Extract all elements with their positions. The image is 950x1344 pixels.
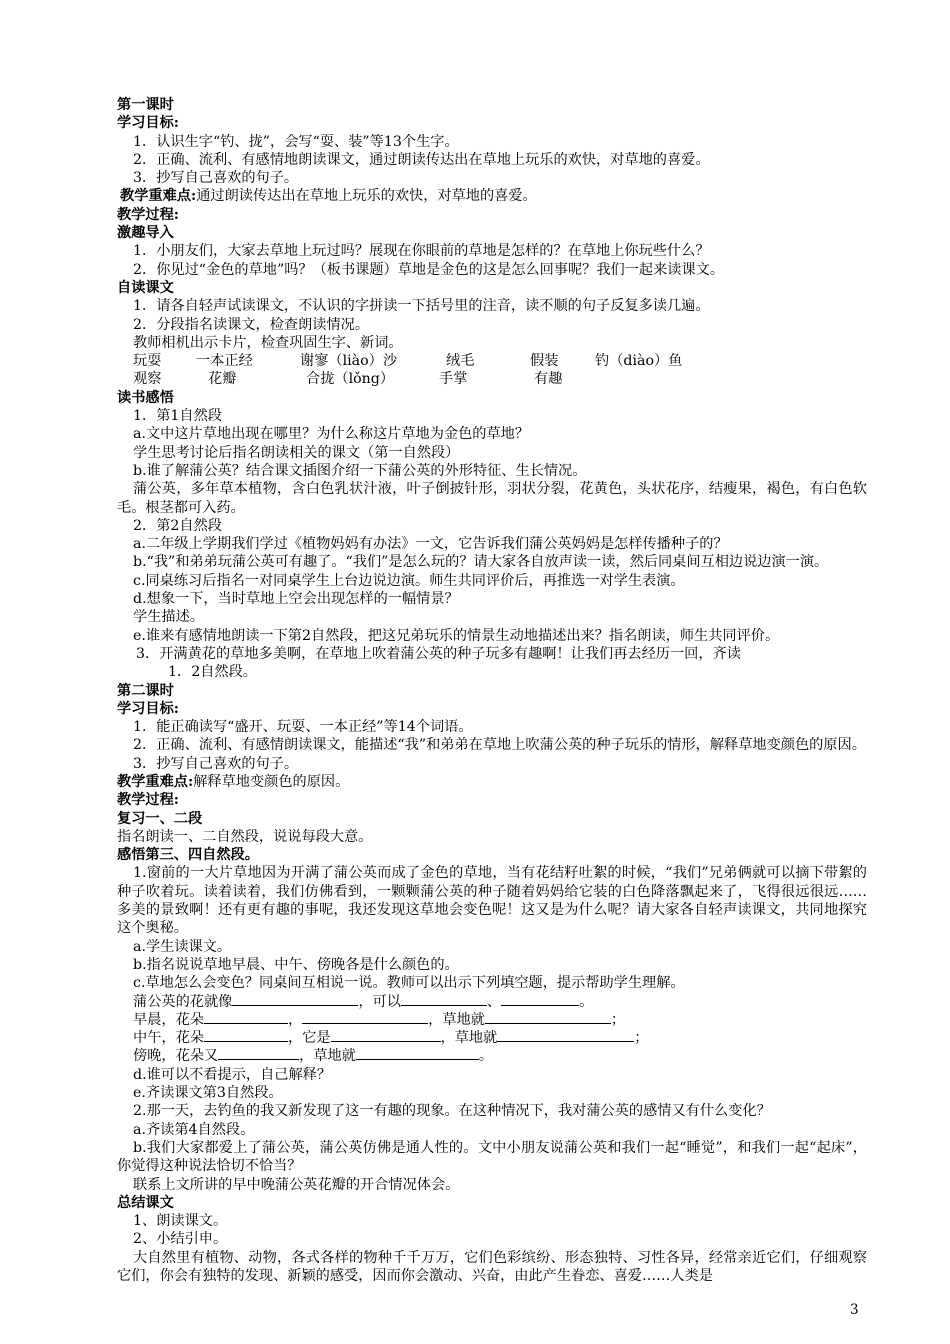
vocab-word: 一本正经 <box>196 353 253 370</box>
lesson2-key-text: 解释草地变颜色的原因。 <box>193 773 350 790</box>
lesson2-perceive-heading: 感悟第三、四自然段。 <box>117 847 259 864</box>
lesson2-goal-2: 2．正确、流利、有感情朗读课文，能描述“我”和弟弟在草地上吹蒲公英的种子玩乐的情形，解释草地变颜色的原因。 <box>133 737 866 754</box>
blank-underline <box>232 993 358 1006</box>
fill-text: 。 <box>579 993 594 1010</box>
para1-label: 1．第1自然段 <box>133 408 222 425</box>
blank-underline <box>485 1011 611 1024</box>
blank-underline <box>204 1011 288 1024</box>
lesson2-step-a: a.学生读课文。 <box>133 938 232 955</box>
vocab-word: 玩耍 <box>133 353 162 370</box>
lesson2-paragraph-2: 2.那一天，去钓鱼的我又新发现了这一有趣的现象。在这种情况下，我对蒲公英的感情又有什么变化？ <box>133 1103 771 1120</box>
lesson1-selfread-heading: 自读课文 <box>117 279 174 296</box>
lesson2-paragraph-1: 1.窗前的一大片草地因为开满了蒲公英而成了金色的草地，当有花结籽吐絮的时候，“我们”兄弟俩就可以摘下带絮的种子吹着玩。读着读着，我们仿佛看到，一颗颗蒲公英的种子随着妈妈给它装的白色降落飘起来了，飞得很远很远……多美的景致啊！还有更有趣的事呢，我还发现这草地会变色呢！这又是为什么呢？请大家各自轻声读课文，共同地探究这个奥秘。 <box>117 865 867 937</box>
lesson2-step-e: e.齐读课文第3自然段。 <box>133 1085 283 1102</box>
summary-paragraph: 大自然里有植物、动物，各式各样的物种千千万万，它们色彩缤纷、形态独特、习性各异，经常亲近它们，仔细观察它们，你会有独特的发现、新颖的感受，因而你会激动、兴奋，由此产生眷恋、喜爱……人类是 <box>117 1249 867 1284</box>
fill-text: ，可以 <box>358 993 401 1010</box>
lesson1-selfread-2: 2．分段指名读课文，检查朗读情况。 <box>133 316 370 333</box>
para1-dandelion-info: 蒲公英，多年草本植物，含白色乳状汁液，叶子倒披针形，羽状分裂，花黄色，头状花序，结瘦果，褐色，有白色软毛。根茎都可入药。 <box>117 481 867 516</box>
page-number: 3 <box>850 1302 859 1318</box>
para1-question-a: a.文中这片草地出现在哪里？为什么称这片草地为金色的草地？ <box>133 426 530 443</box>
lesson1-selfread-3: 教师相机出示卡片，检查巩固生字、新词。 <box>133 334 403 351</box>
fill-blank-line-4 <box>117 1047 867 1065</box>
lesson1-key-label: 教学重难点: <box>120 188 197 205</box>
fill-text: ，草地就 <box>428 1011 485 1028</box>
vocab-word: 钓（diào）鱼 <box>595 353 683 370</box>
fill-text: 。 <box>478 1048 494 1065</box>
lesson1-intro-heading: 激趣导入 <box>117 225 174 242</box>
vocab-word: 合拢（lǒng） <box>306 371 395 388</box>
vocab-word: 谢寥（liào）沙 <box>300 353 398 370</box>
fill-text: ； <box>634 1030 649 1047</box>
vocab-row-2 <box>117 370 867 388</box>
lesson2-goal-3: 3．抄写自己喜欢的句子。 <box>133 755 299 772</box>
blank-underline <box>302 1011 428 1024</box>
fill-text: ， <box>287 1011 303 1028</box>
lesson2-p2-note: 联系上文所讲的早中晚蒲公英花瓣的开合情况体会。 <box>133 1176 460 1193</box>
lesson1-intro-1: 1．小朋友们，大家去草地上玩过吗？展现在你眼前的草地是怎样的？在草地上你玩些什么？ <box>133 243 710 260</box>
lesson2-goals-heading: 学习目标: <box>117 700 179 717</box>
lesson2-goal-1: 1．能正确读写“盛开、玩耍、一本正经”等14个词语。 <box>133 719 473 736</box>
fill-text: 早晨，花朵 <box>133 1011 204 1028</box>
lesson1-intro-2: 2．你见过“金色的草地”吗？（板书课题）草地是金色的这是怎么回事呢？我们一起来读课文。 <box>133 261 725 278</box>
lesson2-title: 第二课时 <box>117 682 174 699</box>
lesson2-p2-step-a: a.齐读第4自然段。 <box>133 1121 255 1138</box>
para2-question-d: d.想象一下，当时草地上空会出现怎样的一幅情景？ <box>133 591 459 608</box>
lesson2-process-heading: 教学过程: <box>117 792 179 809</box>
lesson1-process-heading: 教学过程: <box>117 206 179 223</box>
para3-line-1: 3．开满黄花的草地多美啊，在草地上吹着蒲公英的种子玩多有趣啊！让我们再去经历一回，齐读 <box>136 645 741 662</box>
lesson1-goal-1: 1．认识生字“钓、拢”，会写“耍、装”等13个生字。 <box>133 133 459 150</box>
vocab-word: 有趣 <box>534 371 563 388</box>
para3-line-2: 1．2自然段。 <box>168 664 257 681</box>
para1-question-a-note: 学生思考讨论后指名朗读相关的课文（第一自然段） <box>133 444 460 461</box>
lesson1-goal-3: 3．抄写自己喜欢的句子。 <box>133 170 299 187</box>
fill-text: ，草地就 <box>299 1048 356 1065</box>
lesson1-key-text: 通过朗读传达出在草地上玩乐的欢快，对草地的喜爱。 <box>196 188 537 205</box>
fill-text: ，草地就 <box>440 1030 498 1047</box>
lesson2-review-text: 指名朗读一、二自然段，说说每段大意。 <box>117 828 373 845</box>
summary-item-1: 1、朗读课文。 <box>133 1213 228 1230</box>
lesson2-p2-step-b: b.我们大家都爱上了蒲公英，蒲公英仿佛是通人性的。文中小朋友说蒲公英和我们一起“睡觉”，和我们一起“起床”，你觉得这种说法恰切不恰当？ <box>117 1139 867 1175</box>
para2-question-a: a.二年级上学期我们学过《植物妈妈有办法》一文，它告诉我们蒲公英妈妈是怎样传播种子的？ <box>133 536 728 553</box>
blank-underline <box>204 1029 288 1042</box>
lesson1-goal-2: 2．正确、流利、有感情地朗读课文，通过朗读传达出在草地上玩乐的欢快，对草地的喜爱。 <box>133 151 710 168</box>
vocab-row-1 <box>117 352 867 370</box>
document-body <box>117 96 867 1285</box>
fill-text: 中午，花朵 <box>133 1030 204 1047</box>
lesson2-step-b: b.指名说说草地早晨、中午、傍晚各是什么颜色的。 <box>133 956 459 973</box>
vocab-word: 花瓣 <box>208 371 237 388</box>
fill-text: ； <box>610 1011 626 1028</box>
lesson2-step-c: c.草地怎么会变色？同桌间互相说一说。教师可以出示下列填空题，提示帮助学生理解。 <box>133 975 685 992</box>
fill-text: 蒲公英的花就像 <box>133 993 233 1010</box>
lesson2-review-heading: 复习一、二段 <box>117 810 203 827</box>
blank-underline <box>497 1029 634 1042</box>
blank-underline <box>331 1029 441 1042</box>
para2-question-b: b.“我”和弟弟玩蒲公英可有趣了。“我们”是怎么玩的？请大家各自放声读一读，然后同桌间互相边说边演一演。 <box>133 554 829 571</box>
blank-underline <box>501 993 579 1006</box>
blank-underline <box>356 1047 479 1060</box>
vocab-word: 绒毛 <box>446 353 475 370</box>
para2-question-c: c.同桌练习后指名一对同桌学生上台边说边演。师生共同评价后，再推选一对学生表演。 <box>133 572 685 589</box>
lesson1-key-points <box>117 187 867 205</box>
para1-question-b: b.谁了解蒲公英？结合课文插图介绍一下蒲公英的外形特征、生长情况。 <box>133 462 587 479</box>
fill-blank-line-3 <box>117 1029 867 1047</box>
lesson1-reading-heading: 读书感悟 <box>117 389 174 406</box>
fill-blank-line-1 <box>117 993 867 1011</box>
vocab-word: 假装 <box>530 353 559 370</box>
vocab-word: 观察 <box>133 371 162 388</box>
lesson1-title: 第一课时 <box>117 97 174 113</box>
fill-text: 傍晚，花朵又 <box>133 1048 219 1065</box>
fill-text: 、 <box>486 993 502 1010</box>
summary-heading: 总结课文 <box>117 1194 174 1211</box>
lesson2-key-label: 教学重难点: <box>117 773 194 790</box>
para2-question-d-note: 学生描述。 <box>133 609 204 626</box>
blank-underline <box>218 1047 299 1060</box>
lesson2-step-d: d.谁可以不看提示，自己解释？ <box>133 1066 332 1083</box>
lesson2-key-points <box>117 773 867 791</box>
blank-underline <box>401 993 487 1006</box>
para2-question-e: e.谁来有感情地朗读一下第2自然段，把这兄弟玩乐的情景生动地描述出来？指名朗读，师生共同评价。 <box>133 627 780 644</box>
summary-item-2: 2、小结引申。 <box>133 1231 228 1248</box>
lesson1-goals-heading: 学习目标: <box>117 115 179 132</box>
lesson1-selfread-1: 1．请各自轻声试读课文，不认识的字拼读一下括号里的注音，读不顺的句子反复多读几遍。 <box>133 298 710 315</box>
vocab-word: 手掌 <box>439 371 468 388</box>
fill-text: ，它是 <box>287 1030 331 1047</box>
fill-blank-line-2 <box>117 1011 867 1029</box>
para2-label: 2．第2自然段 <box>133 517 222 534</box>
